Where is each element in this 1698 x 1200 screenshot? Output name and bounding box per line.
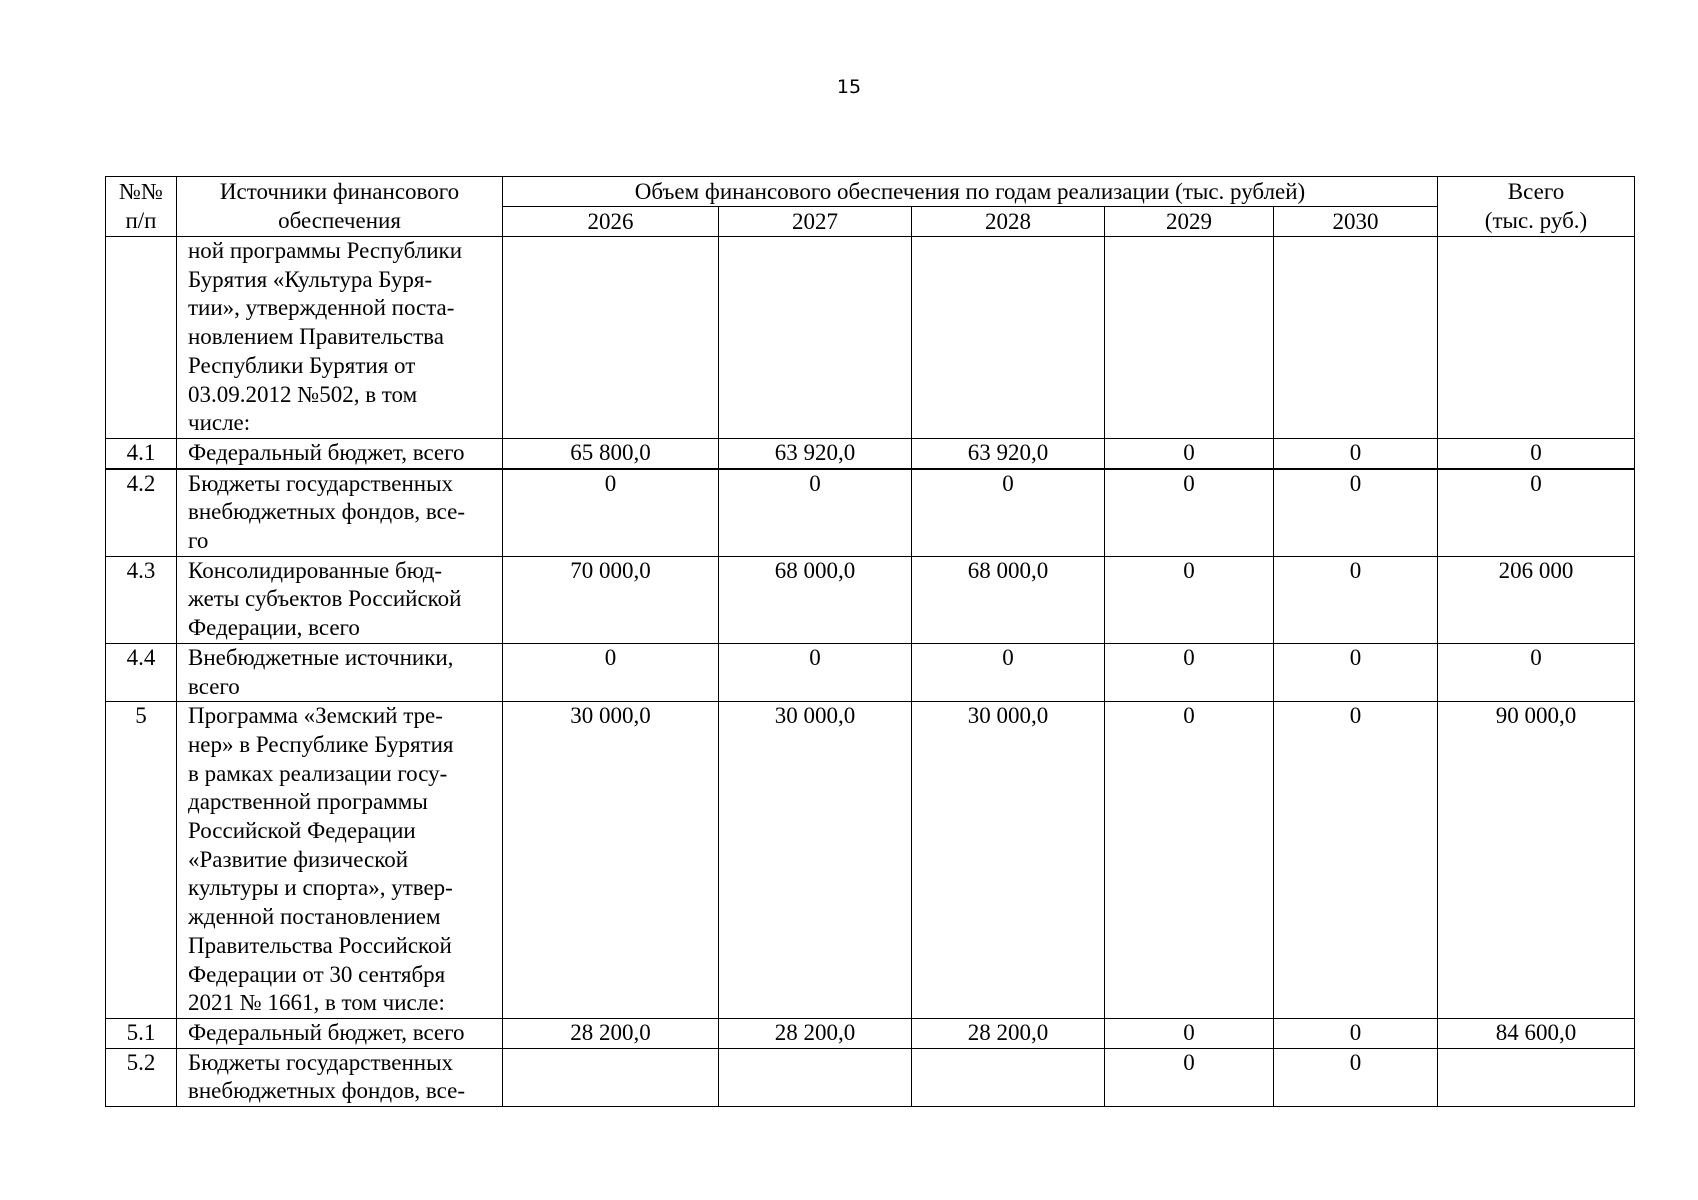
row-value-2028: 63 920,0 <box>912 438 1105 468</box>
row-value-2027 <box>719 237 912 439</box>
header-year: 2030 <box>1274 207 1438 237</box>
header-year: 2026 <box>503 207 719 237</box>
row-number: 5 <box>106 702 177 1019</box>
row-source: Консолидированные бюд- жеты субъектов Российской Федерации, всего <box>177 556 503 643</box>
row-source: Федеральный бюджет, всего <box>177 438 503 468</box>
row-value-2029: 0 <box>1105 438 1274 468</box>
row-value-2030: 0 <box>1274 438 1438 468</box>
row-value-2028: 30 000,0 <box>912 702 1105 1019</box>
table-row <box>106 237 1635 439</box>
row-source: Внебюджетные источники, всего <box>177 643 503 701</box>
table-row <box>106 556 1635 643</box>
header-source <box>177 177 503 237</box>
row-total: 0 <box>1438 643 1635 701</box>
row-value-2029 <box>1105 237 1274 439</box>
row-number: 4.1 <box>106 438 177 468</box>
row-number: 4.3 <box>106 556 177 643</box>
row-value-2026: 0 <box>503 469 719 557</box>
table-row <box>106 1018 1635 1048</box>
header-year: 2028 <box>912 207 1105 237</box>
table-row <box>106 702 1635 1019</box>
table-row <box>106 643 1635 701</box>
header-volume: Объем финансового обеспечения по годам реализации (тыс. рублей) <box>503 177 1438 207</box>
header-year: 2027 <box>719 207 912 237</box>
row-number: 5.2 <box>106 1048 177 1106</box>
row-value-2030: 0 <box>1274 643 1438 701</box>
table-body <box>106 237 1635 1107</box>
header-source-label-2: обеспечения <box>278 208 401 233</box>
row-number <box>106 237 177 439</box>
table-row <box>106 438 1635 468</box>
row-total: 90 000,0 <box>1438 702 1635 1019</box>
row-source: Бюджеты государственных внебюджетных фондов, все- <box>177 1048 503 1106</box>
row-source: Программа «Земский тре- нер» в Республике Бурятия в рамках реализации госу- дарственной программы Российской Федерации «Развитие физической культуры и спорта», утвер- жденной постановлением Правительства Российской Федерации от 30 сентября 2021 № 1661, в том числе: <box>177 702 503 1019</box>
row-total <box>1438 1048 1635 1106</box>
row-value-2029: 0 <box>1105 1048 1274 1106</box>
header-total-label: Всего <box>1507 179 1565 204</box>
row-value-2026: 0 <box>503 643 719 701</box>
row-value-2027: 0 <box>719 469 912 557</box>
row-source: ной программы Республики Бурятия «Культура Буря- тии», утвержденной поста- новлением Правительства Республики Бурятия от 03.09.2012 №502, в том числе: <box>177 237 503 439</box>
row-value-2029: 0 <box>1105 469 1274 557</box>
row-value-2030: 0 <box>1274 1048 1438 1106</box>
row-value-2030: 0 <box>1274 702 1438 1019</box>
header-num-label-2: п/п <box>125 208 157 233</box>
row-value-2029: 0 <box>1105 702 1274 1019</box>
row-total: 206 000 <box>1438 556 1635 643</box>
row-value-2026: 28 200,0 <box>503 1018 719 1048</box>
row-value-2026: 70 000,0 <box>503 556 719 643</box>
row-total: 0 <box>1438 469 1635 557</box>
row-value-2028: 0 <box>912 469 1105 557</box>
header-total-label-2: (тыс. руб.) <box>1484 208 1588 233</box>
table-row <box>106 469 1635 557</box>
row-value-2027: 30 000,0 <box>719 702 912 1019</box>
row-value-2027: 28 200,0 <box>719 1018 912 1048</box>
row-value-2028: 28 200,0 <box>912 1018 1105 1048</box>
row-value-2026: 65 800,0 <box>503 438 719 468</box>
header-year: 2029 <box>1105 207 1274 237</box>
header-num <box>106 177 177 237</box>
row-total: 0 <box>1438 438 1635 468</box>
row-value-2027: 0 <box>719 643 912 701</box>
row-total <box>1438 237 1635 439</box>
row-value-2028 <box>912 1048 1105 1106</box>
row-value-2028: 68 000,0 <box>912 556 1105 643</box>
row-value-2028: 0 <box>912 643 1105 701</box>
row-value-2026 <box>503 1048 719 1106</box>
header-num-label: №№ <box>119 179 163 204</box>
row-value-2027: 63 920,0 <box>719 438 912 468</box>
row-value-2029: 0 <box>1105 1018 1274 1048</box>
page-number: 15 <box>836 76 862 98</box>
row-value-2028 <box>912 237 1105 439</box>
row-number: 4.2 <box>106 469 177 557</box>
row-value-2029: 0 <box>1105 643 1274 701</box>
row-value-2030: 0 <box>1274 556 1438 643</box>
row-value-2027 <box>719 1048 912 1106</box>
row-value-2030: 0 <box>1274 1018 1438 1048</box>
row-source: Федеральный бюджет, всего <box>177 1018 503 1048</box>
header-total <box>1438 177 1635 237</box>
row-total: 84 600,0 <box>1438 1018 1635 1048</box>
row-value-2027: 68 000,0 <box>719 556 912 643</box>
row-number: 5.1 <box>106 1018 177 1048</box>
row-value-2029: 0 <box>1105 556 1274 643</box>
row-number: 4.4 <box>106 643 177 701</box>
header-source-label: Источники финансового <box>219 179 460 204</box>
row-value-2030 <box>1274 237 1438 439</box>
row-value-2026 <box>503 237 719 439</box>
budget-table <box>105 176 1635 1107</box>
row-value-2026: 30 000,0 <box>503 702 719 1019</box>
row-value-2030: 0 <box>1274 469 1438 557</box>
row-source: Бюджеты государственных внебюджетных фондов, все- го <box>177 469 503 557</box>
table-row <box>106 1048 1635 1106</box>
